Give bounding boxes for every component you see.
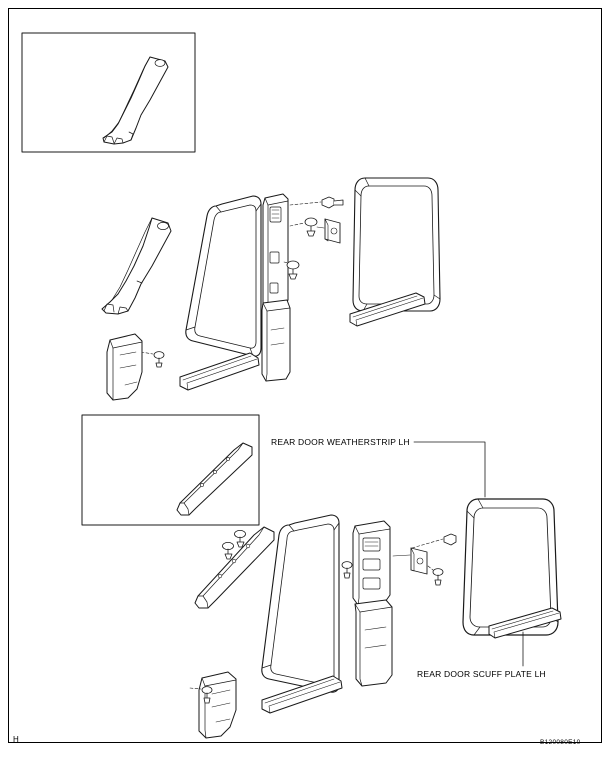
center-pillar-garnish-upper	[263, 194, 288, 310]
clip-icon-7	[342, 562, 352, 578]
rear-door-weatherstrip-upper	[353, 178, 440, 311]
center-pillar-garnish-lower-piece	[355, 600, 392, 686]
lower-inset-box	[82, 415, 259, 525]
bracket-icon-2	[411, 548, 427, 574]
cowl-side-trim	[107, 334, 142, 400]
front-door-weatherstrip	[186, 196, 261, 356]
bracket-icon	[325, 219, 340, 243]
clip-icon-3	[154, 352, 164, 367]
center-pillar-garnish-lower-assembly	[353, 521, 390, 605]
bolt-icon	[322, 197, 343, 208]
rear-pillar-garnish-lower	[195, 527, 274, 608]
clip-icon-4	[235, 530, 246, 547]
clip-icon	[305, 218, 317, 236]
front-pillar-garnish	[102, 218, 171, 314]
front-door-scuff-plate	[180, 353, 259, 390]
clip-icon-2	[287, 261, 299, 279]
clip-icon-5	[223, 542, 234, 559]
rear-cowl-side-trim	[199, 672, 236, 738]
center-pillar-garnish-lower	[262, 300, 290, 381]
label-rear-door-weatherstrip-lh: REAR DOOR WEATHERSTRIP LH	[271, 437, 410, 447]
page-corner-mark: H	[13, 735, 19, 744]
rear-opening-weatherstrip-lower	[262, 515, 339, 692]
label-rear-door-scuff-plate-lh: REAR DOOR SCUFF PLATE LH	[417, 669, 546, 679]
clip-icon-6	[433, 569, 443, 585]
upper-inset-box	[22, 33, 195, 152]
bolt-icon-2	[444, 534, 456, 545]
document-code: B120080E10	[540, 739, 581, 746]
rear-door-weatherstrip-lower	[414, 442, 558, 635]
